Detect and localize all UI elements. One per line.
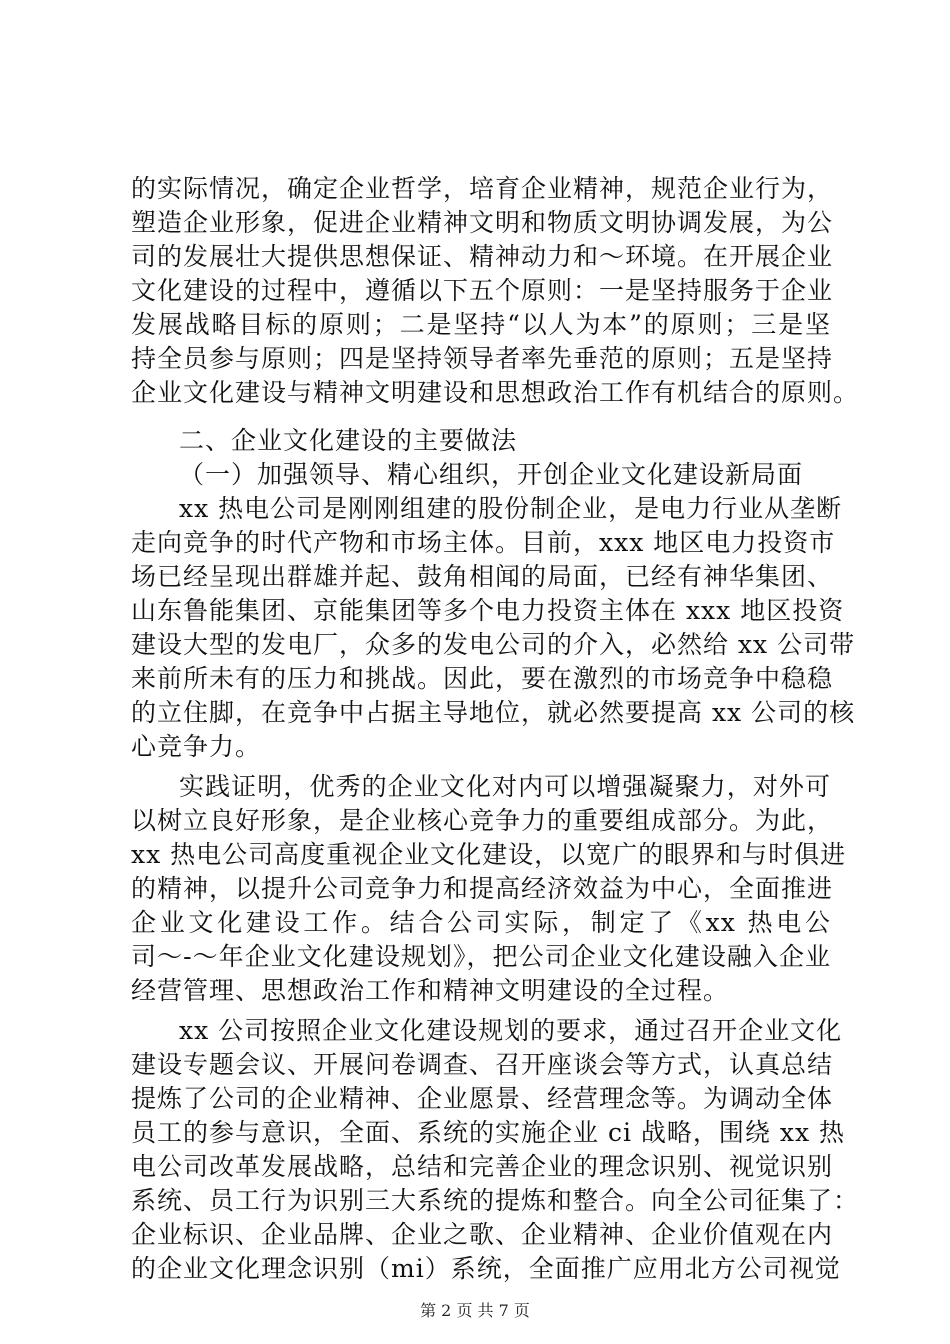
text-line: 塑造企业形象，促进企业精神文明和物质文明协调发展，为公	[131, 208, 834, 237]
text-line: 的企业文化理念识别（mi）系统，全面推广应用北方公司视觉	[131, 1254, 841, 1283]
text-line: 经营管理、思想政治工作和精神文明建设的全过程。	[131, 976, 730, 1005]
text-line: xx 热电公司是刚刚组建的股份制企业，是电力行业从垄断	[179, 494, 843, 523]
text-line: 实践证明，优秀的企业文化对内可以增强凝聚力，对外可	[179, 772, 831, 801]
text-line: 员工的参与意识，全面、系统的实施企业 ci 战略，围绕 xx 热	[131, 1118, 845, 1147]
text-line: 企业文化建设工作。结合公司实际，制定了《xx 热电公	[131, 908, 831, 937]
text-line: 建设专题会议、开展问卷调查、召开座谈会等方式，认真总结	[131, 1050, 834, 1079]
text-line: 企业文化建设与精神文明建设和思想政治工作有机结合的原则。	[131, 378, 860, 407]
text-line: 山东鲁能集团、京能集团等多个电力投资主体在 xxx 地区投资	[131, 596, 845, 625]
text-line: 二、企业文化建设的主要做法	[179, 426, 518, 455]
text-line: 来前所未有的压力和挑战。因此，要在激烈的市场竞争中稳稳	[131, 664, 834, 693]
text-line: 建设大型的发电厂，众多的发电公司的介入，必然给 xx 公司带	[131, 630, 856, 659]
text-line: xx 公司按照企业文化建设规划的要求，通过召开企业文化	[179, 1016, 843, 1045]
text-line: 的精神，以提升公司竞争力和提高经济效益为中心，全面推进	[131, 874, 834, 903]
text-line: （一）加强领导、精心组织，开创企业文化建设新局面	[179, 460, 804, 489]
text-line: xx 热电公司高度重视企业文化建设，以宽广的眼界和与时俱进	[131, 840, 847, 869]
text-line: 司的发展壮大提供思想保证、精神动力和～环境。在开展企业	[131, 242, 834, 271]
text-line: 的实际情况，确定企业哲学，培育企业精神，规范企业行为，	[131, 174, 834, 203]
text-line: 心竞争力。	[131, 732, 262, 761]
text-line: 提炼了公司的企业精神、企业愿景、经营理念等。为调动全体	[131, 1084, 834, 1113]
text-line: 走向竞争的时代产物和市场主体。目前，xxx 地区电力投资市	[131, 528, 836, 557]
text-line: 司～-～年企业文化建设规划》，把公司企业文化建设融入企业	[131, 942, 831, 971]
text-line: 持全员参与原则；四是坚持领导者率先垂范的原则；五是坚持	[131, 344, 834, 373]
text-line: 系统、员工行为识别三大系统的提炼和整合。向全公司征集了：	[131, 1186, 860, 1215]
text-line: 以树立良好形象，是企业核心竞争力的重要组成部分。为此，	[131, 806, 834, 835]
text-line: 场已经呈现出群雄并起、鼓角相闻的局面，已经有神华集团、	[131, 562, 834, 591]
text-line: 企业标识、企业品牌、企业之歌、企业精神、企业价值观在内	[131, 1220, 834, 1249]
text-line: 发展战略目标的原则；二是坚持“以人为本”的原则；三是坚	[131, 310, 831, 339]
text-line: 文化建设的过程中，遵循以下五个原则：一是坚持服务于企业	[131, 276, 834, 305]
text-line: 电公司改革发展战略，总结和完善企业的理念识别、视觉识别	[131, 1152, 834, 1181]
page-footer: 第 2 页 共 7 页	[420, 1301, 530, 1320]
text-line: 的立住脚，在竞争中占据主导地位，就必然要提高 xx 公司的核	[131, 698, 856, 727]
